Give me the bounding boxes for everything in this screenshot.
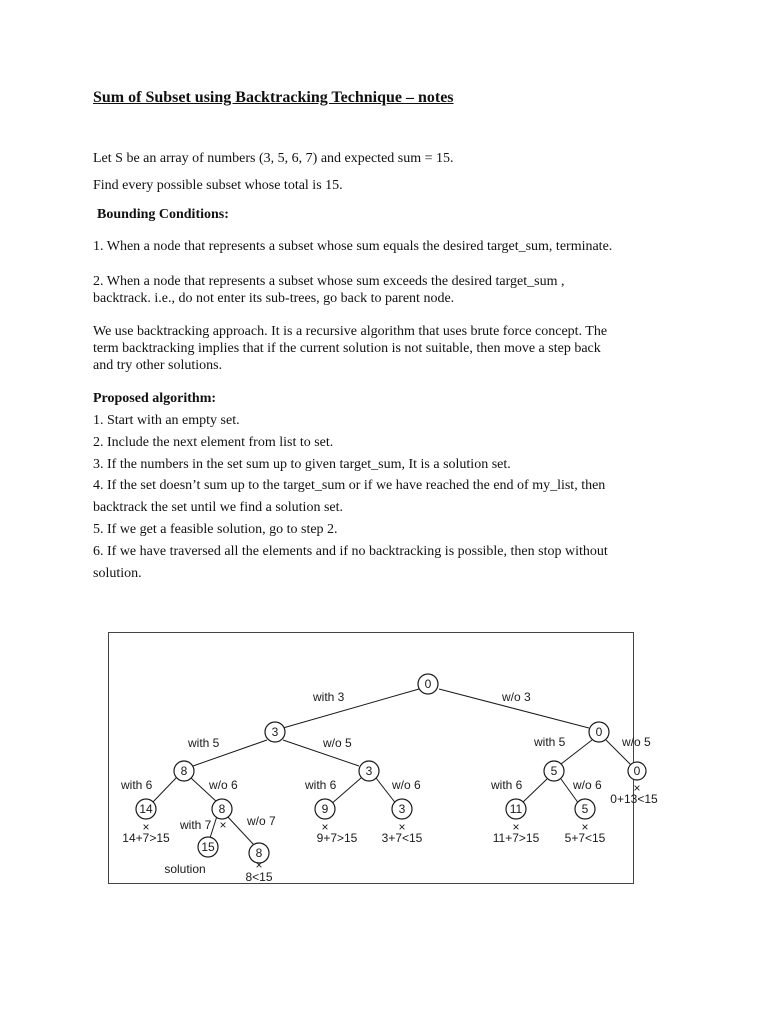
prune-mark: ×	[633, 781, 641, 795]
edge-label: with 6	[121, 778, 153, 792]
node-label: 0	[595, 725, 603, 739]
node-label: 9	[321, 802, 329, 816]
node-note: 3+7<15	[381, 831, 423, 845]
node-label: 0	[633, 764, 641, 778]
edge-label: with 5	[534, 735, 566, 749]
algorithm-step: backtrack the set until we find a solution set.	[93, 500, 343, 515]
node-label: 3	[365, 764, 373, 778]
algorithm-step: 6. If we have traversed all the elements and if no backtracking is possible, then stop without	[93, 544, 608, 559]
algorithm-step: 1. Start with an empty set.	[93, 413, 240, 428]
bounding-condition-1: 1. When a node that represents a subset whose sum equals the desired target_sum, terminate.	[93, 239, 613, 254]
tree-edge	[521, 779, 547, 804]
edge-label: with 5	[188, 736, 220, 750]
node-label: 3	[398, 802, 406, 816]
node-label: 8	[218, 802, 226, 816]
state-space-tree	[109, 633, 658, 884]
node-note: 0+13<15	[610, 792, 658, 806]
node-note: 8<15	[245, 870, 273, 884]
prune-marks	[142, 781, 640, 872]
node-note: solution	[164, 862, 206, 876]
algorithm-step: solution.	[93, 566, 142, 581]
edge-label: w/o 5	[622, 735, 651, 749]
algorithm-step: 5. If we get a feasible solution, go to step 2.	[93, 522, 338, 537]
algorithm-step: 2. Include the next element from list to set.	[93, 435, 334, 450]
approach-line: We use backtracking approach. It is a recursive algorithm that uses brute force concept. The	[93, 324, 608, 339]
edge-label: with 6	[305, 778, 337, 792]
tree-edge	[561, 740, 592, 764]
tree-edge-labels	[120, 690, 651, 832]
algorithm-step: 3. If the numbers in the set sum up to given target_sum, It is a solution set.	[93, 457, 511, 472]
node-label: 11	[509, 802, 523, 816]
approach-line: term backtracking implies that if the current solution is not suitable, then move a step back	[93, 341, 601, 356]
edge-label: with 3	[313, 690, 345, 704]
prune-mark: ×	[142, 820, 150, 834]
node-note: 9+7>15	[316, 831, 358, 845]
bounding-heading: Bounding Conditions:	[97, 207, 229, 222]
intro-line: Let S be an array of numbers (3, 5, 6, 7) and expected sum = 15.	[93, 151, 454, 166]
edge-label: w/o 6	[573, 778, 602, 792]
tree-edge	[283, 689, 419, 728]
node-label: 14	[139, 802, 153, 816]
edge-label: w/o 5	[323, 736, 352, 750]
approach-line: and try other solutions.	[93, 358, 223, 373]
node-label: 8	[255, 846, 263, 860]
prune-mark: ×	[398, 820, 406, 834]
prune-mark: ×	[581, 820, 589, 834]
edge-label: with 6	[491, 778, 523, 792]
node-note: 5+7<15	[564, 831, 606, 845]
edge-label: w/o 6	[392, 778, 421, 792]
node-label: 5	[581, 802, 589, 816]
algorithm-heading: Proposed algorithm:	[93, 391, 217, 406]
algorithm-step: 4. If the set doesn’t sum up to the target_sum or if we have reached the end of my_list, then	[93, 478, 606, 493]
prune-mark: ×	[255, 858, 263, 872]
prune-mark: ×	[219, 818, 227, 832]
node-note: 11+7>15	[492, 831, 540, 845]
node-label: 5	[550, 764, 558, 778]
intro-line: Find every possible subset whose total is 15.	[93, 178, 343, 193]
edge-label: w/o 7	[247, 814, 276, 828]
prune-mark: ×	[512, 820, 520, 834]
prune-mark: ×	[321, 820, 329, 834]
node-label: 8	[180, 764, 188, 778]
bounding-condition-2-line-1: 2. When a node that represents a subset whose sum exceeds the desired target_sum ,	[93, 274, 565, 289]
node-note: 14+7>15	[122, 831, 170, 845]
edge-label: w/o 6	[209, 778, 238, 792]
bounding-condition-2-line-2: backtrack. i.e., do not enter its sub-trees, go back to parent node.	[93, 291, 455, 306]
node-label: 15	[201, 840, 215, 854]
state-space-tree-figure	[108, 632, 658, 884]
edge-label: with 7	[180, 818, 212, 832]
node-label: 3	[271, 725, 279, 739]
edge-label: w/o 3	[502, 690, 531, 704]
document-title: Sum of Subset using Backtracking Technique – notes	[93, 89, 454, 106]
node-label: 0	[424, 677, 432, 691]
tree-edge	[152, 778, 176, 803]
